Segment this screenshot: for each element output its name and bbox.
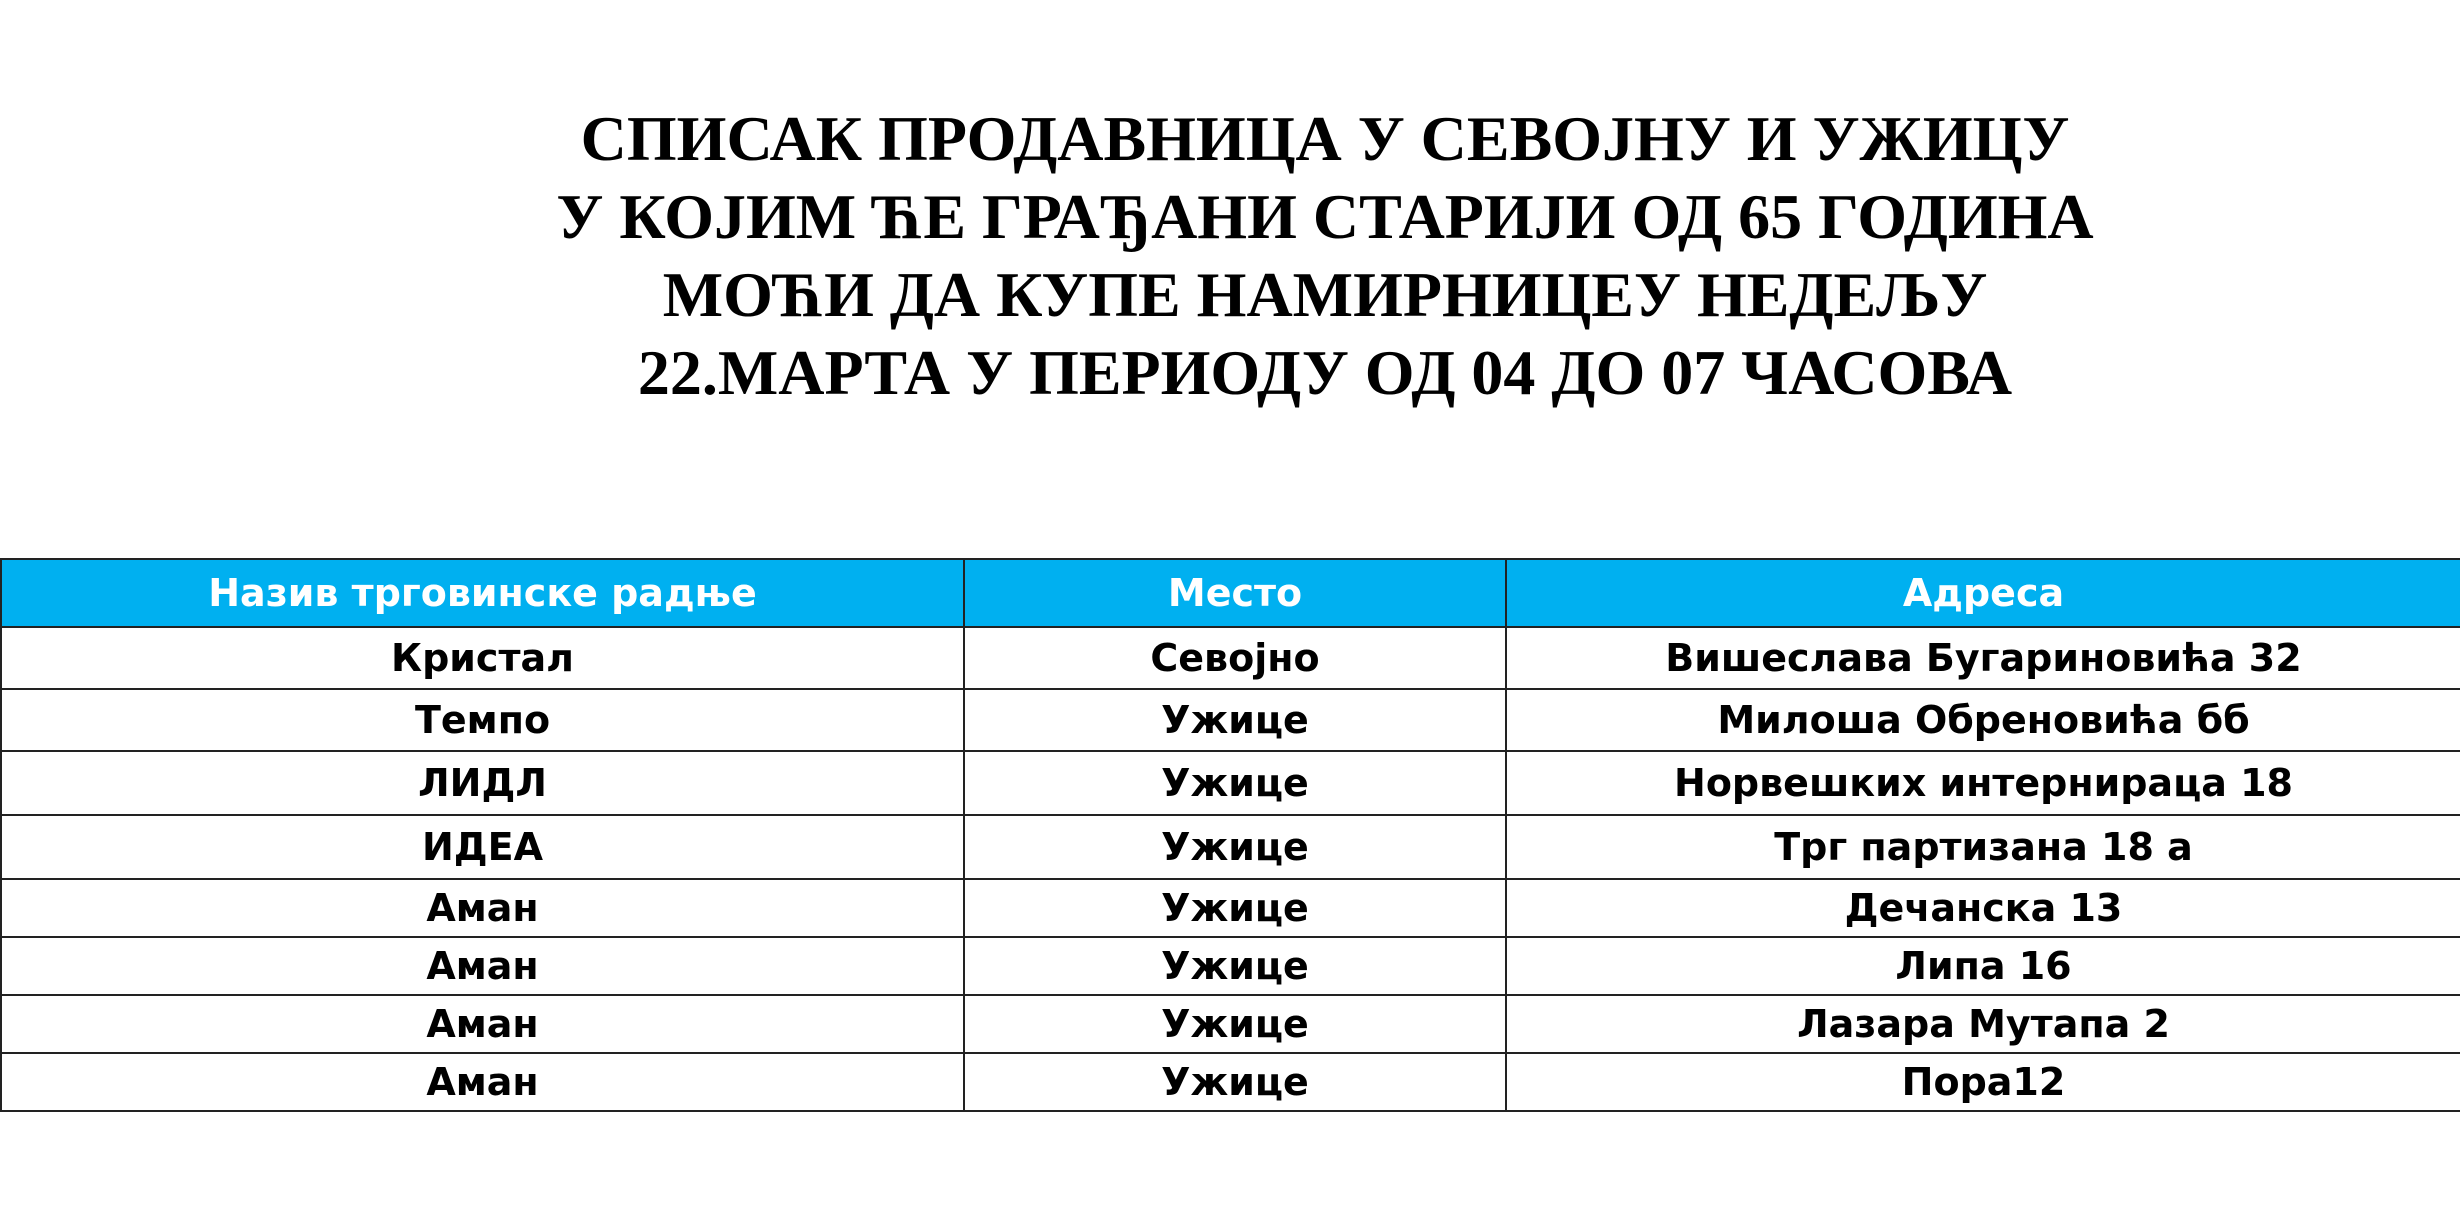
place-cell: Ужице bbox=[964, 1053, 1506, 1111]
place-cell: Ужице bbox=[964, 751, 1506, 815]
place-cell: Ужице bbox=[964, 937, 1506, 995]
address-cell: Милоша Обреновића бб bbox=[1506, 689, 2460, 751]
place-cell: Севојно bbox=[964, 627, 1506, 689]
title-line-3: МОЋИ ДА КУПЕ НАМИРНИЦЕУ НЕДЕЉУ bbox=[662, 259, 1988, 330]
table-row bbox=[1, 995, 2460, 1053]
place-cell: Ужице bbox=[964, 815, 1506, 879]
title-line-1: СПИСАК ПРОДАВНИЦА У СЕВОЈНУ И УЖИЦУ bbox=[580, 103, 2070, 174]
store-name-cell: Аман bbox=[1, 995, 964, 1053]
address-cell: Вишеслава Бугариновића 32 bbox=[1506, 627, 2460, 689]
place-cell: Ужице bbox=[964, 995, 1506, 1053]
store-name-cell: Аман bbox=[1, 879, 964, 937]
place-cell: Ужице bbox=[964, 689, 1506, 751]
store-name-cell: ИДЕА bbox=[1, 815, 964, 879]
store-name-cell: Темпо bbox=[1, 689, 964, 751]
table-row bbox=[1, 689, 2460, 751]
table-row bbox=[1, 627, 2460, 689]
address-cell: Липа 16 bbox=[1506, 937, 2460, 995]
place-cell: Ужице bbox=[964, 879, 1506, 937]
store-name-cell: Аман bbox=[1, 1053, 964, 1111]
address-cell: Трг партизана 18 а bbox=[1506, 815, 2460, 879]
table-row bbox=[1, 815, 2460, 879]
address-cell: Пора12 bbox=[1506, 1053, 2460, 1111]
store-name-cell: ЛИДЛ bbox=[1, 751, 964, 815]
table-row bbox=[1, 1053, 2460, 1111]
table-row bbox=[1, 937, 2460, 995]
store-name-cell: Аман bbox=[1, 937, 964, 995]
table-header-row bbox=[1, 559, 2460, 627]
table-row bbox=[1, 751, 2460, 815]
title-line-4: 22.МАРТА У ПЕРИОДУ ОД 04 ДО 07 ЧАСОВА bbox=[637, 337, 2013, 408]
title-line-2: У КОЈИМ ЋЕ ГРАЂАНИ СТАРИЈИ ОД 65 ГОДИНА bbox=[556, 181, 2094, 252]
header-place: Место bbox=[964, 559, 1506, 627]
address-cell: Лазара Мутапа 2 bbox=[1506, 995, 2460, 1053]
header-store-name: Назив трговинске радње bbox=[1, 559, 964, 627]
store-name-cell: Кристал bbox=[1, 627, 964, 689]
address-cell: Норвешких интернираца 18 bbox=[1506, 751, 2460, 815]
stores-table bbox=[0, 558, 2460, 1112]
table-row bbox=[1, 879, 2460, 937]
header-address: Адреса bbox=[1506, 559, 2460, 627]
page-title bbox=[0, 100, 2460, 412]
address-cell: Дечанска 13 bbox=[1506, 879, 2460, 937]
